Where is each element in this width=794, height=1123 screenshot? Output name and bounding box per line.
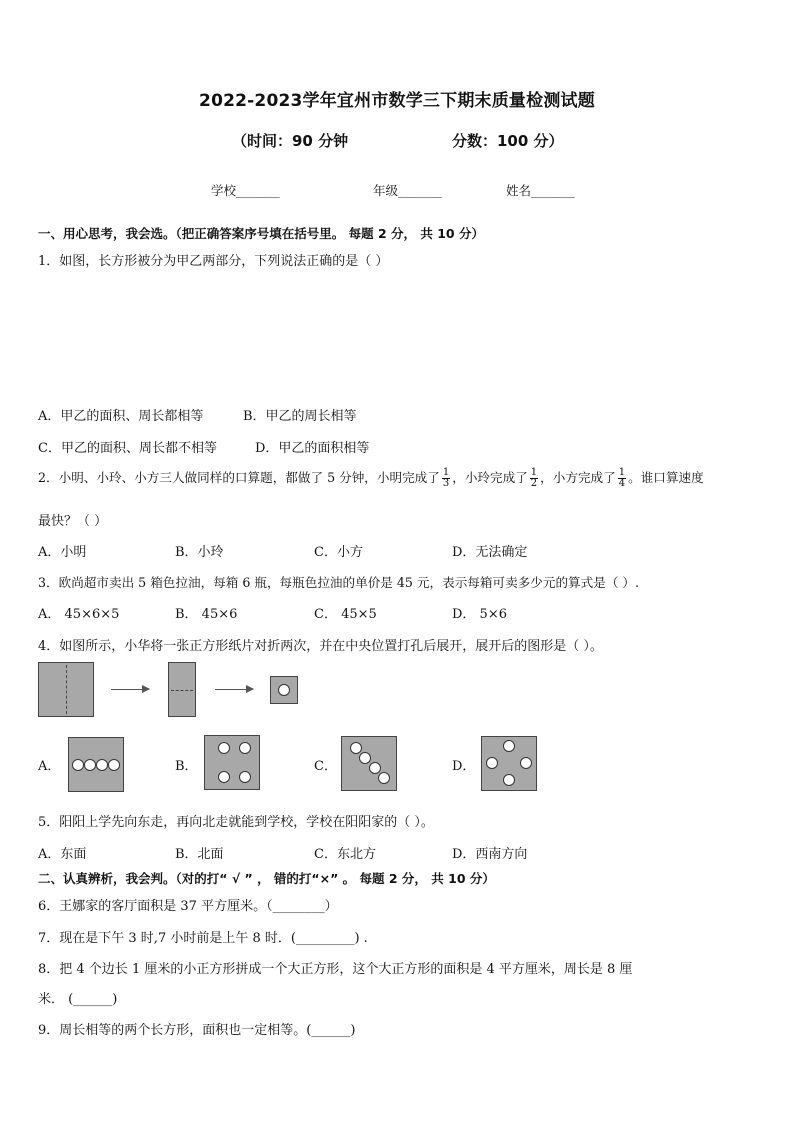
hole [218, 742, 230, 754]
q2-option-a: A．小明 [38, 545, 87, 560]
grade-field: 年级_______ [373, 183, 442, 198]
q1-option-b: B．甲乙的周长相等 [243, 409, 357, 424]
fraction-numerator: 1 [530, 467, 538, 478]
question-5: 5．阳阳上学先向东走，再向北走就能到学校，学校在阳阳家的（ ）。 [38, 815, 434, 830]
hole [503, 774, 515, 786]
q2-option-c: C．小方 [314, 545, 363, 560]
hole [218, 771, 230, 783]
hole [96, 759, 108, 771]
question-9: 9．周长相等的两个长方形，面积也一定相等。(______) [38, 1023, 356, 1038]
hole [84, 759, 96, 771]
q5-option-d: D．西南方向 [452, 847, 528, 862]
fold-line [66, 665, 67, 714]
arrow-right-icon [215, 689, 253, 690]
full-square-paper [38, 662, 94, 717]
question-3: 3．欧尚超市卖出 5 箱色拉油，每箱 6 瓶，每瓶色拉油的单价是 45 元，表示每箱可卖多少元的算式是（ ）. [38, 575, 640, 590]
exam-score: 分数：100 分） [452, 132, 564, 150]
q1-option-c: C．甲乙的面积、周长都不相等 [38, 441, 217, 456]
fraction-denominator: 4 [618, 478, 626, 489]
hole [359, 752, 371, 764]
exam-time: （时间：90 分钟 [232, 132, 349, 150]
hole [108, 759, 120, 771]
fraction-denominator: 3 [442, 478, 450, 489]
punched-hole [278, 684, 290, 696]
school-field: 学校_______ [211, 183, 280, 198]
quarter-folded-paper [270, 676, 298, 704]
q3-option-b: B． 45×6 [175, 607, 238, 622]
q1-option-d: D．甲乙的面积相等 [255, 441, 370, 456]
hole [486, 757, 498, 769]
hole [72, 759, 84, 771]
section-2-heading: 二、认真辨析，我会判。（对的打“ √ ” ， 错的打“×” 。 每题 2 分， 共 10 分） [38, 871, 495, 886]
q4-option-c-figure [341, 736, 397, 791]
fraction-numerator: 1 [442, 467, 450, 478]
hole [378, 772, 390, 784]
q4-option-a-figure [68, 737, 124, 792]
fraction-one-third [442, 468, 450, 489]
q5-option-c: C．东北方 [314, 847, 376, 862]
name-field: 姓名_______ [506, 183, 575, 198]
q4-option-b-figure [204, 735, 260, 790]
question-6: 6．王娜家的客厅面积是 37 平方厘米。（________） [38, 899, 338, 914]
q3-option-d: D． 5×6 [452, 607, 507, 622]
hole [520, 757, 532, 769]
question-8: 8．把 4 个边长 1 厘米的小正方形拼成一个大正方形，这个大正方形的面积是 4 平方厘米，周长是 8 厘 [38, 962, 633, 977]
fraction-one-half [530, 468, 538, 489]
q5-option-b: B．北面 [175, 847, 224, 862]
q2-option-b: B．小玲 [175, 545, 224, 560]
q1-option-a: A．甲乙的面积、周长都相等 [38, 409, 204, 424]
hole [369, 762, 381, 774]
q4-option-a: A． [38, 759, 61, 774]
hole [239, 771, 251, 783]
section-1-heading: 一、用心思考，我会选。（把正确答案序号填在括号里。 每题 2 分， 共 10 分） [38, 226, 484, 241]
hole [503, 740, 515, 752]
fraction-one-quarter [618, 468, 626, 489]
exam-title: 2022-2023学年宜州市数学三下期末质量检测试题 [199, 91, 595, 111]
q4-option-d: D． [452, 759, 476, 774]
arrow-right-icon [111, 689, 149, 690]
q2-text-2: ，小玲完成了 [452, 470, 528, 485]
fraction-numerator: 1 [618, 467, 626, 478]
fraction-denominator: 2 [530, 478, 538, 489]
question-7: 7．现在是下午 3 时,7 小时前是上午 8 时．(_________) . [38, 931, 368, 946]
question-1: 1．如图，长方形被分为甲乙两部分，下列说法正确的是（ ） [38, 254, 389, 269]
hole [350, 742, 362, 754]
question-8-line-2: 米． (______) [38, 992, 118, 1007]
q4-option-c: C． [314, 759, 337, 774]
q2-text-3: ，小方完成了 [540, 470, 616, 485]
q2-text-1: 2．小明、小玲、小方三人做同样的口算题，都做了 5 分钟，小明完成了 [38, 470, 440, 485]
fold-line [171, 690, 193, 691]
q3-option-c: C． 45×5 [314, 607, 377, 622]
q5-option-a: A．东面 [38, 847, 87, 862]
question-4: 4．如图所示，小华将一张正方形纸片对折两次，并在中央位置打孔后展开，展开后的图形是（ ）。 [38, 639, 603, 654]
hole [239, 742, 251, 754]
q3-option-a: A． 45×6×5 [38, 607, 120, 622]
q2-option-d: D．无法确定 [452, 545, 528, 560]
q4-option-d-figure [481, 736, 537, 791]
q2-text-4: 。谁口算速度 [628, 470, 704, 485]
q4-option-b: B． [175, 759, 198, 774]
half-folded-paper [168, 662, 196, 717]
question-2 [38, 467, 704, 489]
question-2-line-2: 最快？（ ） [38, 514, 108, 529]
